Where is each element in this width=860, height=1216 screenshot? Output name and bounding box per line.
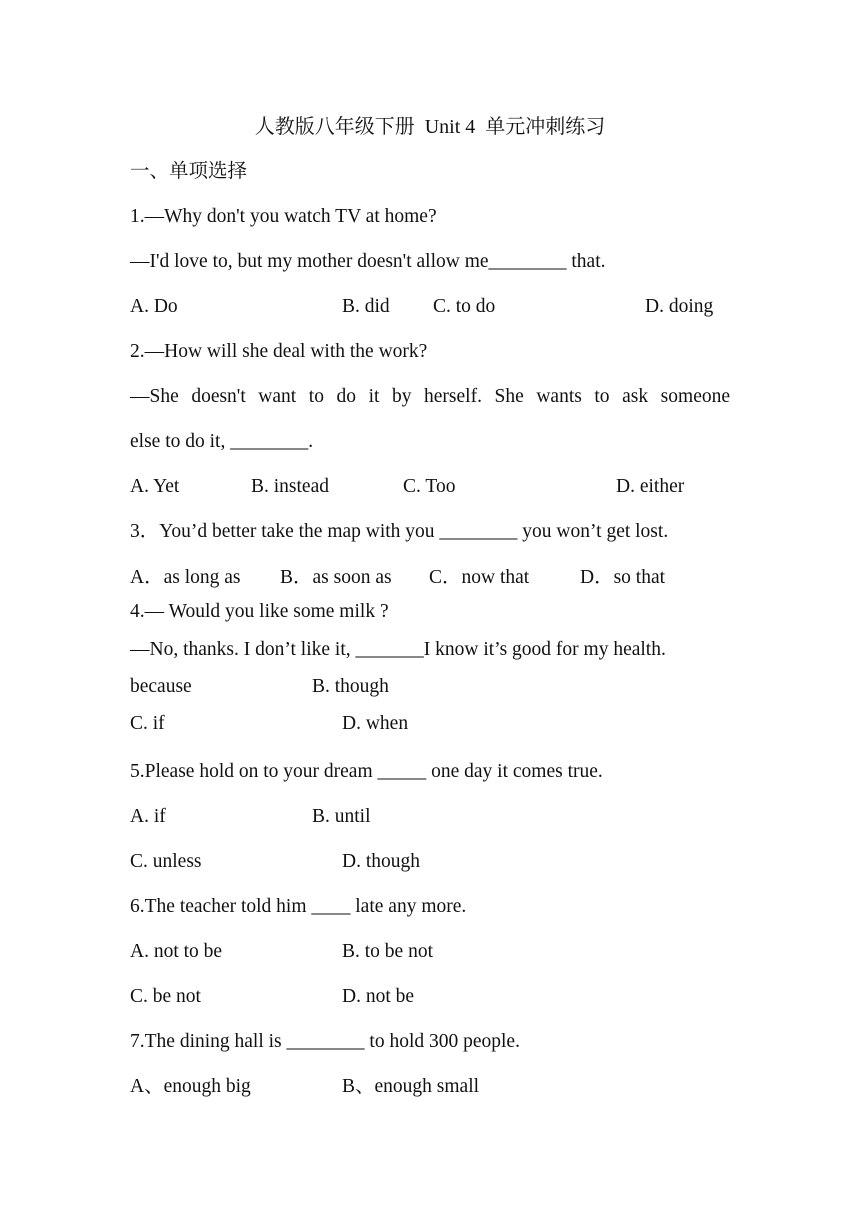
question-4-stem-2: —No, thanks. I don’t like it, _______I know it’s good for my health. — [130, 639, 666, 660]
question-4-option-d: D. when — [342, 713, 409, 734]
question-6-option-d: D. not be — [342, 986, 415, 1007]
question-2-option-a: A. Yet — [130, 476, 180, 497]
section-heading: 一、单项选择 — [130, 161, 248, 182]
question-2-stem-1: 2.—How will she deal with the work? — [130, 341, 428, 362]
question-4-option-b: B. though — [312, 676, 389, 697]
question-2-stem-2: —She doesn't want to do it by herself. She wants to ask someone — [130, 386, 730, 407]
question-7-option-b: B、enough small — [342, 1076, 480, 1097]
question-3-option-c: C．now that — [429, 567, 530, 588]
question-1-option-d: D. doing — [645, 296, 714, 317]
question-7-stem: 7.The dining hall is ________ to hold 300 people. — [130, 1031, 520, 1052]
question-3-option-a: A．as long as — [130, 567, 241, 588]
question-7-option-a: A、enough big — [130, 1076, 251, 1097]
question-1-option-a: A. Do — [130, 296, 178, 317]
question-6-stem: 6.The teacher told him ____ late any more. — [130, 896, 467, 917]
question-6-option-a: A. not to be — [130, 941, 223, 962]
question-1-stem-2: —I'd love to, but my mother doesn't allow me________ that. — [130, 251, 606, 272]
question-2-stem-3: else to do it, ________. — [130, 431, 314, 452]
question-2-option-b: B. instead — [251, 476, 329, 497]
question-5-stem: 5.Please hold on to your dream _____ one day it comes true. — [130, 761, 603, 782]
question-2-option-d: D. either — [616, 476, 685, 497]
question-3-stem: 3．You’d better take the map with you ________ you won’t get lost. — [130, 521, 669, 542]
question-4-option-c: C. if — [130, 713, 165, 734]
question-4-stem-1: 4.— Would you like some milk ? — [130, 601, 389, 622]
question-5-option-b: B. until — [312, 806, 371, 827]
question-3-option-d: D．so that — [580, 567, 666, 588]
question-4-option-a: because — [130, 676, 192, 697]
question-5-option-a: A. if — [130, 806, 166, 827]
question-1-option-c: C. to do — [433, 296, 496, 317]
question-6-option-c: C. be not — [130, 986, 201, 1007]
question-3-option-b: B．as soon as — [280, 567, 392, 588]
question-5-option-c: C. unless — [130, 851, 202, 872]
question-1-option-b: B. did — [342, 296, 390, 317]
question-5-option-d: D. though — [342, 851, 420, 872]
question-2-option-c: C. Too — [403, 476, 456, 497]
question-6-option-b: B. to be not — [342, 941, 433, 962]
question-1-stem-1: 1.—Why don't you watch TV at home? — [130, 206, 437, 227]
worksheet-title: 人教版八年级下册 Unit 4 单元冲刺练习 — [254, 116, 606, 138]
